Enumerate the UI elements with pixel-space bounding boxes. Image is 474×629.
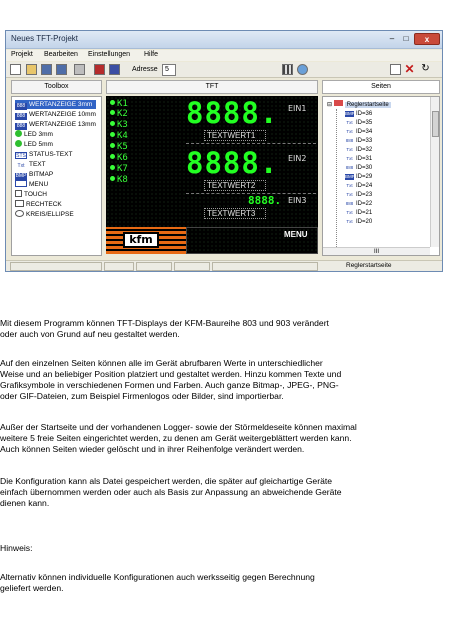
tool-status-text[interactable] [15,150,72,159]
text-icon: Txt [346,129,353,134]
menu-projekt[interactable]: Projekt [11,51,33,58]
led-icon [15,140,22,147]
status-cell [174,262,210,271]
kfm-logo: kfm [123,232,159,248]
led-icon [15,130,22,137]
app-window [5,30,443,272]
vertical-scrollbar[interactable] [430,97,440,247]
led-dot-icon [110,110,115,115]
led-dot-icon [110,154,115,159]
tree-node[interactable] [345,128,372,136]
key-label: K6 [117,153,128,163]
refresh-icon[interactable]: ↻ [421,63,430,74]
number-display-icon: 888 [16,123,26,129]
paragraph-configuration [0,476,474,509]
tool-led-3mm[interactable] [15,130,53,139]
text-line: Auch können Seiten wieder gelöscht und in ihrer Reihenfolge verändert werden. [0,444,305,454]
tree-node-label: ID=34 [356,129,373,135]
text-line: weitere 5 freie Seiten eingerichtet werden, zu denen am Gerät weitergeblättert werden kann. [0,433,352,443]
tree-node[interactable] [345,155,372,163]
led-dot-icon [110,176,115,181]
status-text-icon: STS [16,153,26,159]
unit-label-1[interactable]: EIN1 [288,104,307,113]
bitmap-icon: BMP [345,111,355,116]
tool-label: RECHTECK [26,201,62,208]
maximize-button[interactable]: □ [403,34,409,43]
menu-einstellungen[interactable]: Einstellungen [88,51,131,58]
key-k3[interactable] [110,120,128,130]
text-value-2[interactable]: TEXTWERT2 [204,180,266,191]
text-value-1[interactable]: TEXTWERT1 [204,130,266,141]
tree-node[interactable] [345,191,372,199]
value-display-3[interactable]: 8888. [248,194,282,207]
key-label: K2 [117,109,128,119]
tool-kreis-ellipse[interactable] [15,210,74,219]
key-k1[interactable] [110,99,128,109]
properties-icon[interactable] [390,64,401,75]
toolbar [6,62,442,78]
address-label: Adresse [132,66,158,73]
tft-alt-icon[interactable] [109,64,120,75]
scrollbar-thumb[interactable] [432,111,439,137]
pages-tree [322,96,440,256]
tool-rechteck[interactable] [15,200,62,209]
tree-line [336,109,337,256]
paragraph-note [0,572,474,594]
status-cell [212,262,318,271]
led-dot-icon [110,165,115,170]
tree-node-label: ID=21 [356,210,373,216]
text-line: Hinweis: [0,543,33,553]
tool-wertanzeige-13mm[interactable] [15,120,96,129]
tool-text[interactable] [15,160,46,169]
text-line: einfach übernommen werden oder auch als Basis zur Anpassung an abweichende Geräte [0,487,342,497]
led-dot-icon [110,143,115,148]
led-dot-icon [110,121,115,126]
tool-label: WERTANZEIGE 10mm [29,111,96,118]
tool-touch[interactable] [15,190,47,199]
tool-label: TEXT [29,161,46,168]
tree-node[interactable] [345,173,372,181]
key-label: K8 [117,175,128,185]
tool-bitmap[interactable] [15,170,53,179]
tree-node-label: ID=30 [356,165,373,171]
text-line: geliefert werden. [0,583,64,593]
value-display-1[interactable]: 8888. [186,96,279,130]
tool-label: MENU [29,181,49,188]
page-icon [334,100,343,106]
status-cell [136,262,172,271]
menu-bar [6,50,442,61]
tree-node-label: ID=22 [356,201,373,207]
tree-node-label: ID=23 [356,192,373,198]
key-label: K7 [117,164,128,174]
title-bar [6,31,442,49]
number-display-icon: 888 [16,103,26,109]
tft-canvas[interactable] [106,96,318,254]
tree-root-label: Reglerstartseite [346,102,389,108]
save-as-icon[interactable] [56,64,67,75]
tree-node[interactable] [345,119,372,127]
tree-node[interactable] [345,110,372,118]
tree-root[interactable]: ⊟ Reglerstartseite [327,102,389,108]
paragraph-note-heading [0,543,474,554]
status-cell [104,262,134,271]
tool-wertanzeige-10mm[interactable] [15,110,96,119]
number-display-icon: 888 [345,165,354,170]
tree-node-label: ID=24 [356,183,373,189]
text-line: Mit diesem Programm können TFT-Displays der KFM-Baureihe 803 und 903 verändert [0,318,329,328]
text-line: Außer der Startseite und der vorhandenen Logger- sowie der Störmeldeseite können maximal [0,422,357,432]
tree-node[interactable] [345,164,372,172]
key-k5[interactable] [110,142,128,152]
tool-label: LED 5mm [24,141,53,148]
number-display-icon: 888 [16,113,26,119]
tree-node-label: ID=35 [356,120,373,126]
delete-icon[interactable]: ✕ [404,62,415,76]
menu-icon [15,180,27,187]
unit-label-3[interactable]: EIN3 [288,196,307,205]
text-line: Die Konfiguration kann als Datei gespeichert werden, die später auf gleichartige Geräte [0,476,333,486]
number-display-icon: 888 [345,138,354,143]
minimize-button[interactable]: – [389,34,395,43]
toolbox-header: Toolbox [11,80,102,94]
unit-label-2[interactable]: EIN2 [288,154,307,163]
print-icon[interactable] [74,64,85,75]
menu-label: MENU [284,230,308,239]
tool-menu[interactable] [15,180,48,189]
menu-hilfe[interactable]: Hilfe [144,51,159,58]
key-label: K4 [117,131,128,141]
tool-label: WERTANZEIGE 3mm [29,101,93,108]
key-k4[interactable] [110,131,128,141]
text-icon: Txt [346,147,353,152]
status-bar [6,260,442,271]
tool-wertanzeige-3mm[interactable] [15,100,96,109]
text-icon: Txt [346,210,353,215]
open-icon[interactable] [26,64,37,75]
text-line: dienen kann. [0,498,50,508]
text-line: oder GIF-Dateien, zum Beispiel Firmenlogos oder Bilder, sind importierbar. [0,391,284,401]
tool-label: BITMAP [29,171,54,178]
new-icon[interactable] [10,64,21,75]
text-line: Auf den einzelnen Seiten können alle im Gerät abrufbaren Werte in unterschiedlicher [0,358,323,368]
key-label: K1 [117,99,128,109]
tree-node[interactable] [345,200,372,208]
key-k6[interactable] [110,153,128,163]
tree-node-label: ID=20 [356,219,373,225]
toolbox-panel [11,96,102,256]
text-icon: Txt [15,163,27,170]
bitmap-icon: BMP [345,174,355,179]
key-k8[interactable] [110,175,128,185]
status-cell [10,262,102,271]
tree-node-label: ID=29 [356,174,373,180]
horizontal-scrollbar[interactable]: III [323,247,430,256]
tree-node[interactable] [345,182,372,190]
tft-icon[interactable] [94,64,105,75]
tool-label: WERTANZEIGE 13mm [29,121,96,128]
text-line: Alternativ können individuelle Konfigurationen auch werksseitig gegen Berechnung [0,572,315,582]
key-label: K5 [117,142,128,152]
paragraph-free-pages [0,422,474,455]
tree-node-label: ID=36 [356,111,373,117]
text-icon: Txt [346,156,353,161]
tool-label: KREIS/ELLIPSE [26,211,74,218]
tree-node[interactable] [345,137,372,145]
touch-icon [15,190,22,197]
text-line: oder auch von Grund auf neu gestaltet werden. [0,329,180,339]
key-label: K3 [117,120,128,130]
led-dot-icon [110,100,115,105]
menu-bearbeiten[interactable]: Bearbeiten [44,51,78,58]
text-icon: Txt [346,183,353,188]
bitmap-icon: BMP [15,173,27,179]
grid-icon[interactable] [282,64,293,75]
tree-node-label: ID=32 [356,147,373,153]
tool-label: STATUS-TEXT [29,151,73,158]
close-button[interactable]: x [414,33,440,45]
tree-node[interactable] [345,146,372,154]
window-title: Neues TFT-Projekt [11,34,78,43]
circle-icon [15,210,24,217]
text-value-3[interactable]: TEXTWERT3 [204,208,266,219]
pages-header[interactable]: Seiten [322,80,440,94]
led-dot-icon [110,132,115,137]
text-line: Weise und an beliebiger Position platziert und gestaltet werden. Hinzu kommen Texte und [0,369,342,379]
save-icon[interactable] [41,64,52,75]
tree-node[interactable] [345,218,372,226]
address-input[interactable]: 5 [162,64,176,76]
text-icon: Txt [346,120,353,125]
text-icon: Txt [346,219,353,224]
text-icon: Txt [346,192,353,197]
status-page-name: Reglerstartseite [346,262,392,269]
tool-label: LED 3mm [24,131,53,138]
paragraph-intro [0,318,474,340]
tool-led-5mm[interactable] [15,140,53,149]
number-display-icon: 888 [345,201,354,206]
text-line: Grafiksymbole in verschiedenen Formen und Farben. Auch ganze Bitmap-, JPEG-, PNG- [0,380,339,390]
tree-node[interactable] [345,209,372,217]
zoom-icon[interactable] [297,64,308,75]
value-display-2[interactable]: 8888. [186,146,279,180]
tft-header: TFT [106,80,318,94]
tree-node-label: ID=31 [356,156,373,162]
key-k2[interactable] [110,109,128,119]
paragraph-pages [0,358,474,402]
tree-node-label: ID=33 [356,138,373,144]
divider [186,143,316,144]
rectangle-icon [15,200,24,207]
tool-label: TOUCH [24,191,47,198]
key-k7[interactable] [110,164,128,174]
